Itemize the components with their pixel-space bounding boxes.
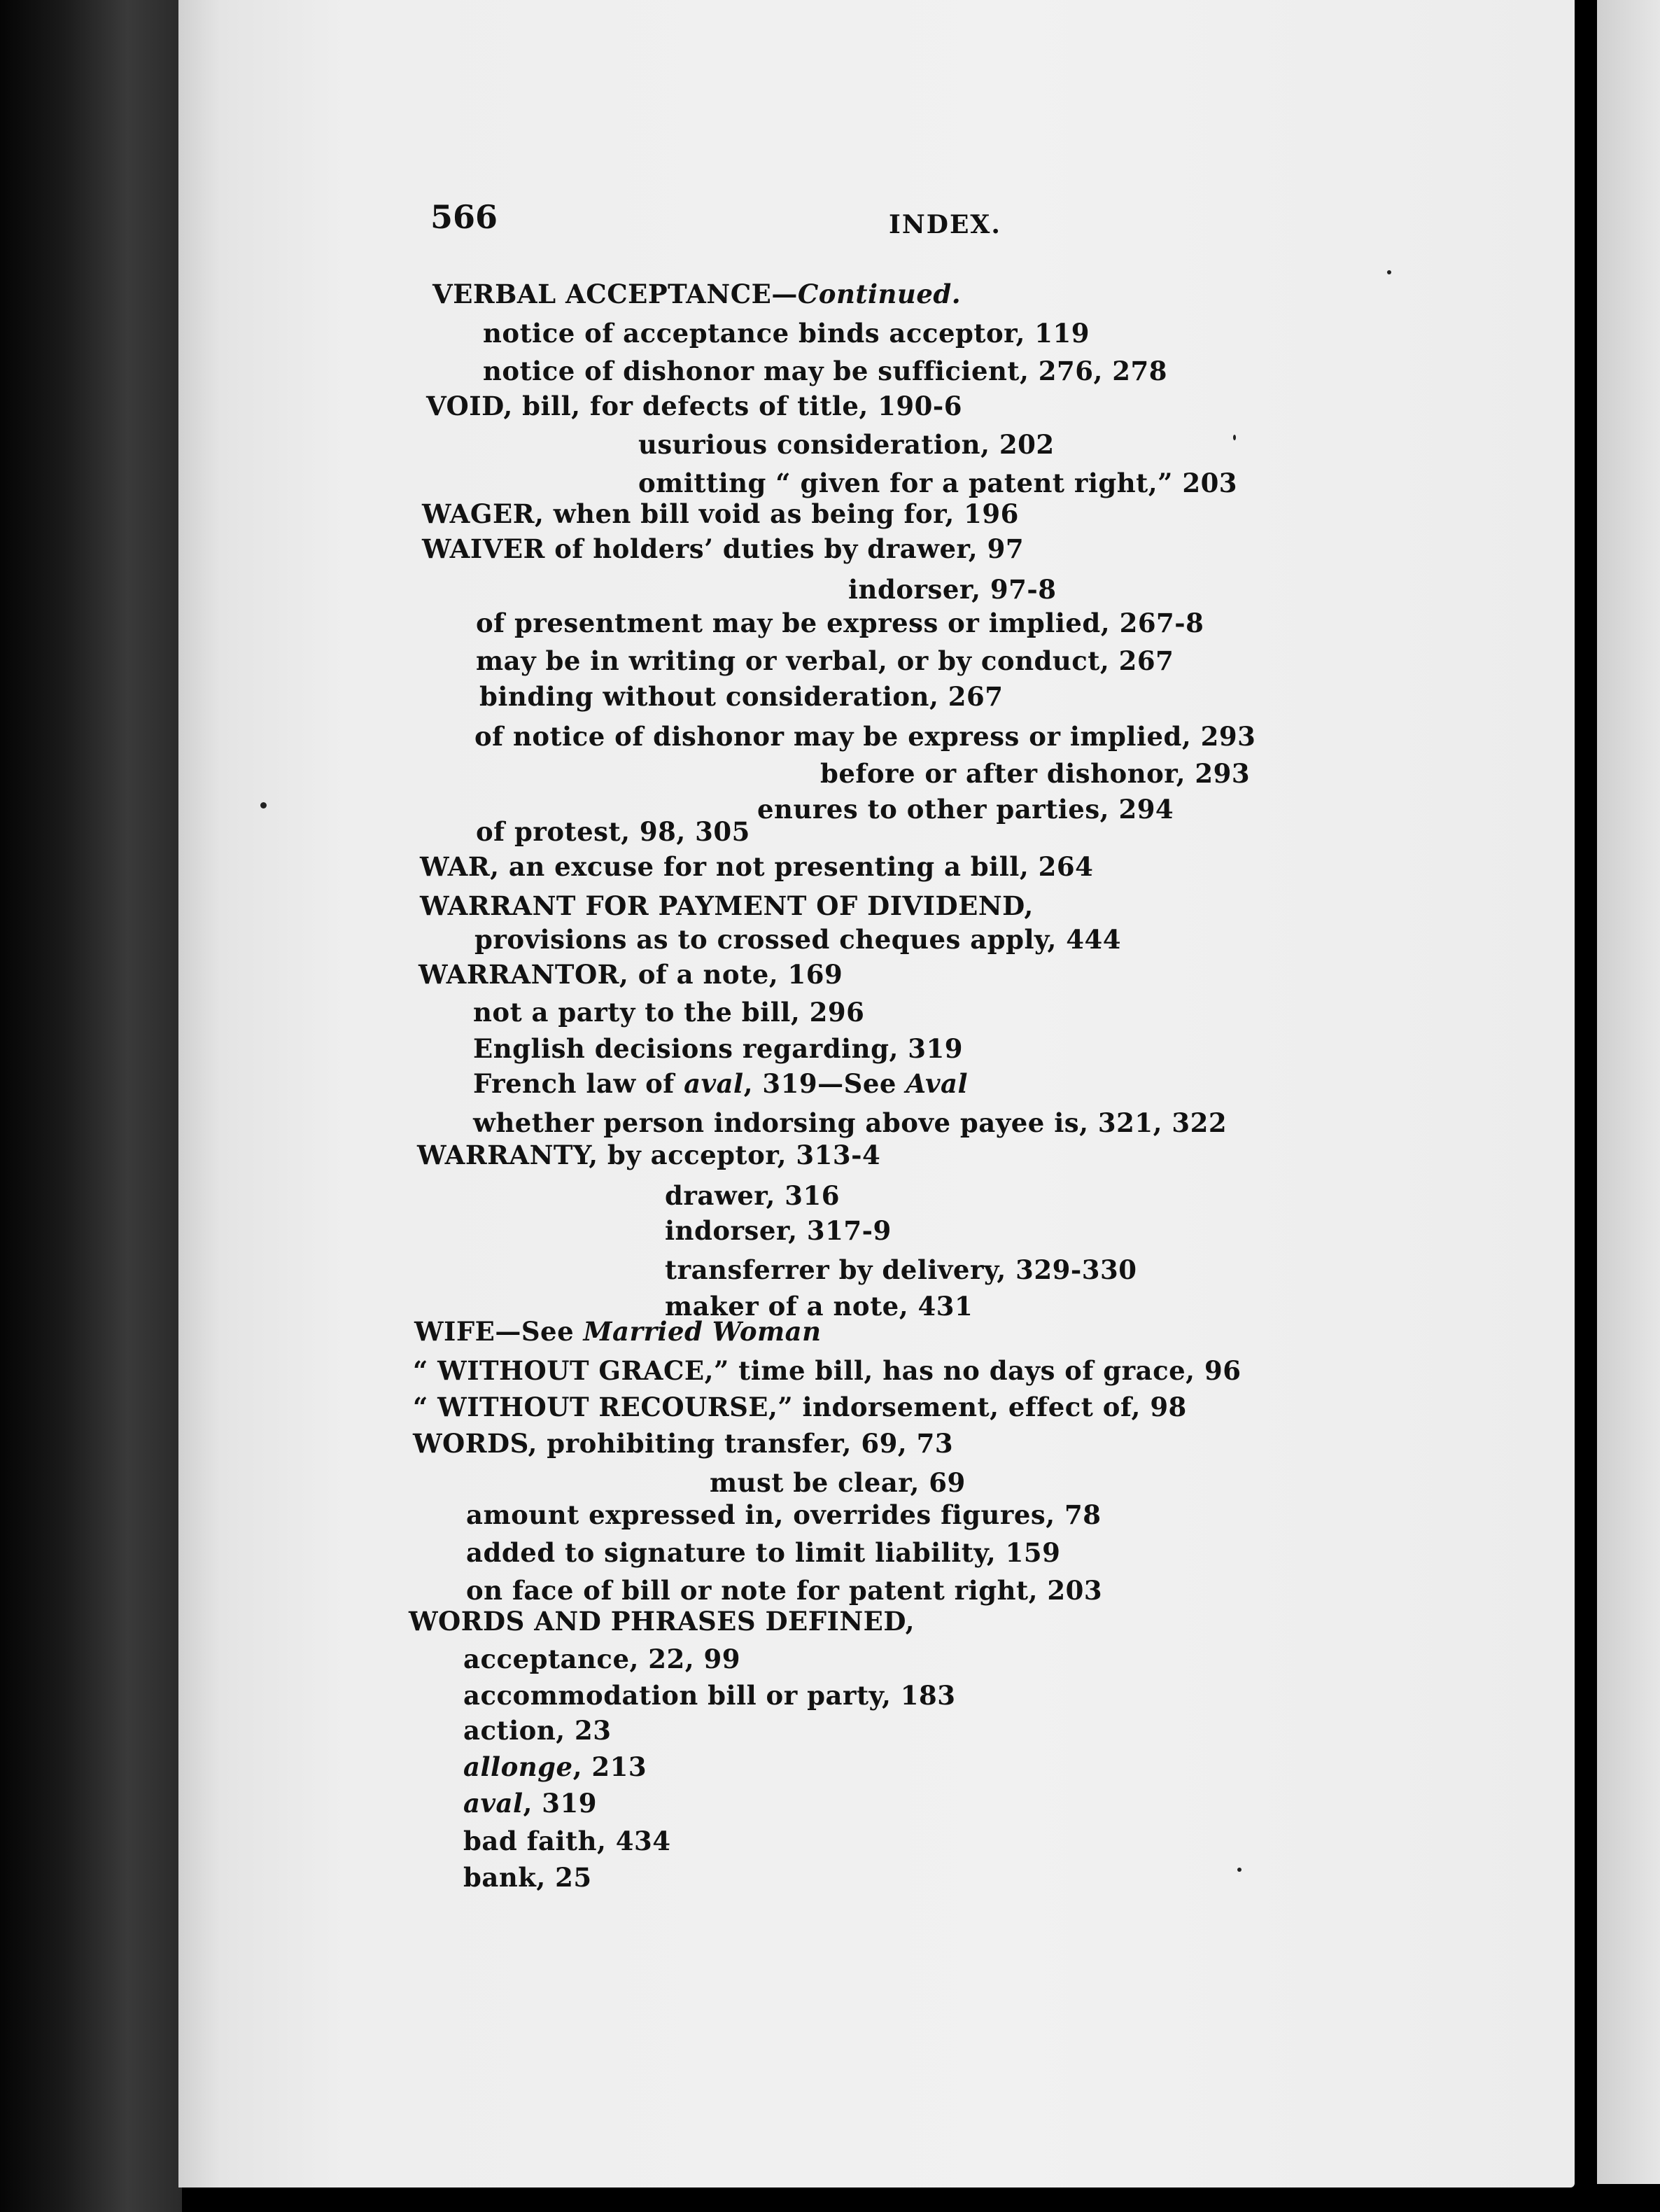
index-line: notice of dishonor may be sufficient, 276, 278 <box>483 356 1167 386</box>
index-line: bad faith, 434 <box>463 1826 671 1856</box>
index-line: VOID, bill, for defects of title, 190-6 <box>426 391 963 421</box>
index-line: “ WITHOUT RECOURSE,” indorsement, effect of, 98 <box>413 1392 1187 1422</box>
index-line: may be in writing or verbal, or by conduct, 267 <box>476 645 1174 676</box>
index-line: before or after dishonor, 293 <box>820 758 1251 789</box>
index-line: WAR, an excuse for not presenting a bill, 264 <box>420 851 1094 882</box>
index-line: allonge, 213 <box>463 1751 647 1782</box>
index-line: WORDS, prohibiting transfer, 69, 73 <box>413 1428 954 1459</box>
index-line: drawer, 316 <box>665 1180 840 1211</box>
index-line: of notice of dishonor may be express or implied, 293 <box>474 721 1256 752</box>
index-line: WARRANTOR, of a note, 169 <box>418 959 843 990</box>
index-line: aval, 319 <box>463 1788 598 1819</box>
index-line: action, 23 <box>463 1715 612 1746</box>
index-line: WORDS AND PHRASES DEFINED, <box>409 1606 915 1637</box>
index-line: on face of bill or note for patent right, 203 <box>466 1575 1103 1606</box>
page-number: 566 <box>430 198 498 236</box>
index-line: provisions as to crossed cheques apply, 444 <box>474 924 1121 955</box>
index-line: WAIVER of holders’ duties by drawer, 97 <box>422 533 1025 564</box>
index-line: indorser, 97-8 <box>848 574 1057 605</box>
index-line: accommodation bill or party, 183 <box>463 1680 956 1711</box>
running-head: INDEX. <box>889 210 1001 239</box>
index-line: “ WITHOUT GRACE,” time bill, has no days of grace, 96 <box>413 1355 1242 1386</box>
index-line: maker of a note, 431 <box>665 1291 973 1322</box>
index-line: usurious consideration, 202 <box>638 429 1055 460</box>
index-line: bank, 25 <box>463 1862 592 1893</box>
index-line: acceptance, 22, 99 <box>463 1644 740 1674</box>
index-line: French law of aval, 319—See Aval <box>473 1068 969 1099</box>
index-line: of presentment may be express or implied, 267-8 <box>476 608 1204 638</box>
index-line: of protest, 98, 305 <box>476 816 750 847</box>
index-line: VERBAL ACCEPTANCE—Continued. <box>432 279 962 309</box>
index-line: not a party to the bill, 296 <box>473 997 865 1028</box>
index-line: must be clear, 69 <box>710 1467 966 1498</box>
index-line: notice of acceptance binds acceptor, 119 <box>483 318 1090 349</box>
index-line: WAGER, when bill void as being for, 196 <box>422 498 1019 529</box>
index-line: English decisions regarding, 319 <box>473 1033 963 1064</box>
index-line: indorser, 317-9 <box>665 1215 892 1246</box>
index-line: WIFE—See Married Woman <box>414 1316 822 1347</box>
index-line: added to signature to limit liability, 159 <box>466 1537 1061 1568</box>
index-line: binding without consideration, 267 <box>479 681 1004 712</box>
index-line: amount expressed in, overrides figures, 78 <box>466 1499 1102 1530</box>
index-line: WARRANT FOR PAYMENT OF DIVIDEND, <box>420 890 1034 921</box>
index-line: whether person indorsing above payee is, 321, 322 <box>473 1107 1228 1138</box>
index-line: WARRANTY, by acceptor, 313-4 <box>417 1140 881 1170</box>
index-line: omitting “ given for a patent right,” 203 <box>638 468 1238 498</box>
index-line: transferrer by delivery, 329-330 <box>665 1254 1137 1285</box>
index-line: enures to other parties, 294 <box>757 794 1174 825</box>
